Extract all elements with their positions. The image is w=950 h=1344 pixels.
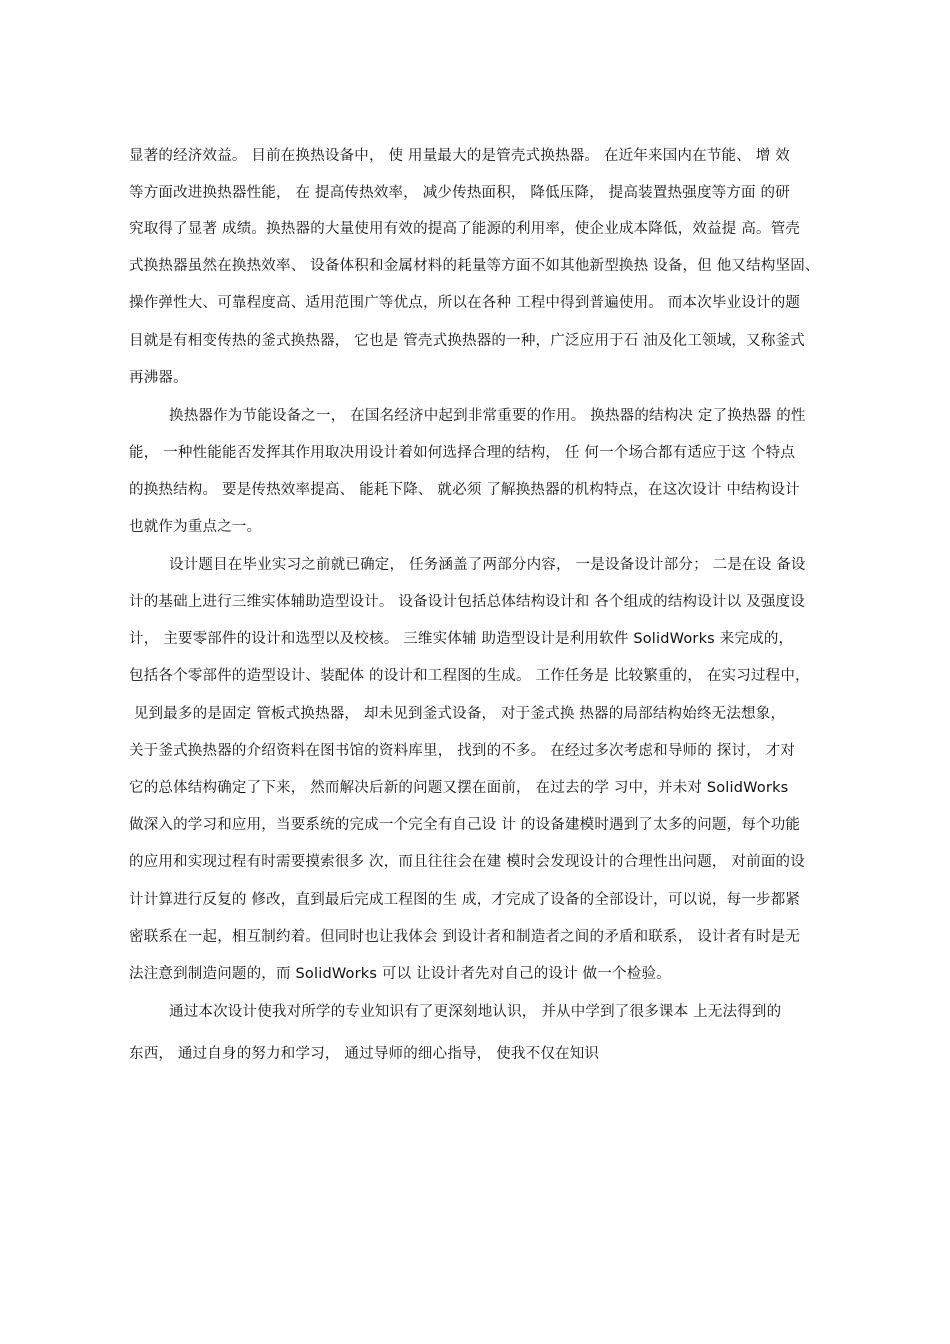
text-line: 关于釜式换热器的介绍资料在图书馆的资料库里， 找到的不多。 在经过多次考虑和导师的 探讨， 才对 [129, 743, 796, 759]
text-line: 密联系在一起，相互制约着。但同时也让我体会 到设计者和制造者之间的矛盾和联系， 设计者有时是无 [129, 929, 801, 945]
text-line: 再沸器。 [129, 370, 188, 386]
text-line: 见到最多的是固定 管板式换热器， 却未见到釜式设备， 对于釜式换 热器的局部结构始终无法想象， [129, 706, 786, 722]
text-line: 等方面改进换热器性能， 在 提高传热效率， 减少传热面积， 降低压降， 提高装置热强度等方面 的研 [129, 185, 790, 201]
text-line: 做深入的学习和应用，当要系统的完成一个完全有自己设 计 的设备建模时遇到了太多的问题，每个功能 [129, 817, 801, 833]
text-line: 计， 主要零部件的设计和选型以及校核。 三维实体辅 助造型设计是利用软件 SolidWorks 来完成的， [129, 631, 794, 647]
text-line: 它的总体结构确定了下来， 然而解决后新的问题又摆在面前， 在过去的学 习中，并未对 SolidWorks [129, 780, 789, 796]
text-line: 法注意到制造问题的，而 SolidWorks 可以 让设计者先对自己的设计 做一个检验。 [129, 966, 671, 982]
text-line: 设计题目在毕业实习之前就已确定， 任务涵盖了两部分内容， 一是设备设计部分； 二是在设 备设 [169, 557, 806, 573]
text-line: 目就是有相变传热的釜式换热器， 它也是 管壳式换热器的一种，广泛应用于石 油及化工领域，又称釜式 [129, 333, 805, 349]
text-line: 式换热器虽然在换热效率、 设备体积和金属材料的耗量等方面不如其他新型换热 设备，但 他又结构坚固、 [129, 258, 820, 274]
text-line: 究取得了显著 成绩。换热器的大量使用有效的提高了能源的利用率，使企业成本降低，效益提 高。管壳 [129, 221, 801, 237]
text-line: 的应用和实现过程有时需要摸索很多 次，而且往往会在建 模时会发现设计的合理性出问题， 对前面的设 [129, 854, 805, 870]
text-line: 计的基础上进行三维实体辅助造型设计。 设备设计包括总体结构设计和 各个组成的结构设计以 及强度设 [129, 594, 805, 610]
text-line: 计计算进行反复的 修改，直到最后完成工程图的生 成，才完成了设备的全部设计，可以说，每一步都紧 [129, 892, 801, 908]
text-line: 能， 一种性能能否发挥其作用取决用设计着如何选择合理的结构， 任 何一个场合都有适应于这 个特点 [129, 445, 796, 461]
text-line: 显著的经济效益。 目前在换热设备中， 使 用量最大的是管壳式换热器。 在近年来国内在节能、 增 效 [129, 148, 790, 164]
text-line: 包括各个零部件的造型设计、装配体 的设计和工程图的生成。 工作任务是 比较繁重的， 在实习过程中， [129, 668, 810, 684]
text-line: 操作弹性大、可靠程度高、适用范围广等优点，所以在各种 工程中得到普遍使用。 而本次毕业设计的题 [129, 295, 801, 311]
text-line: 通过本次设计使我对所学的专业知识有了更深刻地认识， 并从中学到了很多课本 上无法得到的 [169, 1004, 782, 1020]
text-line: 也就作为重点之一。 [129, 519, 262, 535]
text-line: 的换热结构。 要是传热效率提高、 能耗下降、 就必须 了解换热器的机构特点，在这次设计 中结构设计 [129, 482, 800, 498]
text-line: 换热器作为节能设备之一， 在国名经济中起到非常重要的作用。 换热器的结构决 定了换热器 的性 [169, 408, 806, 424]
text-line: 东西， 通过自身的努力和学习， 通过导师的细心指导， 使我不仅在知识 [129, 1046, 600, 1062]
